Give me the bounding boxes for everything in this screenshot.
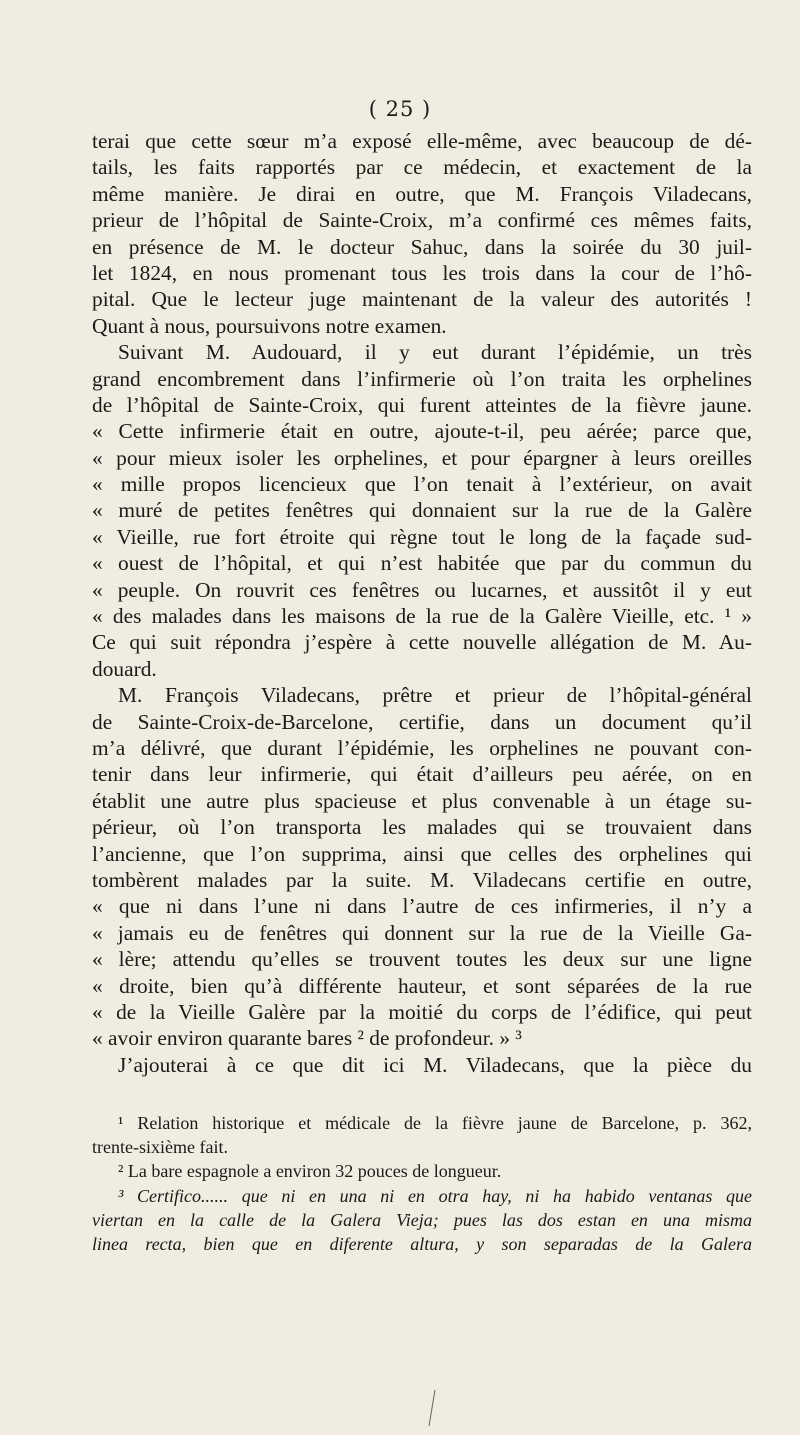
page-number: ( 25 ) xyxy=(368,97,432,121)
text-line: J’ajouterai à ce que dit ici M. Viladecans, que la pièce du xyxy=(118,1052,752,1077)
text-line: en présence de M. le docteur Sahuc, dans la soirée du 30 juil- xyxy=(92,234,752,259)
text-line: « des malades dans les maisons de la rue de la Galère Vieille, etc. ¹ » xyxy=(92,604,752,629)
text-line: grand encombrement dans l’infirmerie où l’on traita les orphelines xyxy=(92,366,752,391)
text-line: établit une autre plus spacieuse et plus convenable à un étage su- xyxy=(92,788,752,813)
text-line: « Vieille, rue fort étroite qui règne tout le long de la façade sud- xyxy=(92,524,752,549)
footnotes xyxy=(92,1111,752,1256)
text-line: « Cette infirmerie était en outre, ajoute-t-il, peu aérée; parce que, xyxy=(92,419,752,444)
body-text xyxy=(92,128,752,1078)
text-line: « muré de petites fenêtres qui donnaient sur la rue de la Galère xyxy=(92,498,752,523)
text-line: même manière. Je dirai en outre, que M. François Viladecans, xyxy=(92,181,752,206)
text-line: « avoir environ quarante bares ² de profondeur. » ³ xyxy=(92,1026,522,1051)
text-line: douard. xyxy=(92,656,157,681)
text-line: tenir dans leur infirmerie, qui était d’ailleurs peu aérée, on en xyxy=(92,762,752,787)
text-line: M. François Viladecans, prêtre et prieur de l’hôpital-général xyxy=(118,683,752,708)
text-line: « mille propos licencieux que l’on tenait à l’extérieur, on avait xyxy=(92,472,752,497)
text-line: « peuple. On rouvrit ces fenêtres ou lucarnes, et aussitôt il y eut xyxy=(92,577,752,602)
footnote-line: ¹ Relation historique et médicale de la fièvre jaune de Barcelone, p. 362, xyxy=(118,1113,752,1133)
text-line: périeur, où l’on transporta les malades qui se trouvaient dans xyxy=(92,815,752,840)
text-line: terai que cette sœur m’a exposé elle-même, avec beaucoup de dé- xyxy=(92,129,752,153)
text-line: « de la Vieille Galère par la moitié du corps de l’édifice, qui peut xyxy=(92,999,752,1024)
footnote-line: trente-sixième fait. xyxy=(92,1137,228,1158)
text-line: de l’hôpital de Sainte-Croix, qui furent atteintes de la fièvre jaune. xyxy=(92,392,752,417)
text-line: « que ni dans l’une ni dans l’autre de ces infirmeries, il n’y a xyxy=(92,894,752,919)
text-line: tombèrent malades par la suite. M. Viladecans certifie en outre, xyxy=(92,867,752,892)
text-line: pital. Que le lecteur juge maintenant de la valeur des autorités ! xyxy=(92,287,752,312)
text-line: Ce qui suit répondra j’espère à cette nouvelle allégation de M. Au- xyxy=(92,630,752,655)
text-line: prieur de l’hôpital de Sainte-Croix, m’a confirmé ces mêmes faits, xyxy=(92,208,752,233)
text-line: Suivant M. Audouard, il y eut durant l’épidémie, un très xyxy=(118,340,752,365)
text-line: l’ancienne, que l’on supprima, ainsi que celles des orphelines qui xyxy=(92,841,752,866)
footnote-line: ³ Certifico...... que ni en una ni en otra hay, ni ha habido ventanas que xyxy=(118,1185,752,1206)
footnote-line: ² La bare espagnole a environ 32 pouces de longueur. xyxy=(118,1161,502,1182)
text-line: let 1824, en nous promenant tous les trois dans la cour de l’hô- xyxy=(92,260,752,285)
text-line: « droite, bien qu’à différente hauteur, et sont séparées de la rue xyxy=(92,973,752,998)
text-line: « lère; attendu qu’elles se trouvent toutes les deux sur une ligne xyxy=(92,947,752,972)
footnote-line: linea recta, bien que en diferente altura, y son separadas de la Galera xyxy=(92,1233,752,1254)
text-line: de Sainte-Croix-de-Barcelone, certifie, dans un document qu’il xyxy=(92,709,752,734)
text-line: Quant à nous, poursuivons notre examen. xyxy=(92,313,447,338)
text-line: « jamais eu de fenêtres qui donnent sur la rue de la Vieille Ga- xyxy=(92,920,752,945)
ink-mark xyxy=(425,1388,439,1428)
text-line: « ouest de l’hôpital, et qui n’est habitée que par du commun du xyxy=(92,551,752,576)
text-line: « pour mieux isoler les orphelines, et pour épargner à leurs oreilles xyxy=(92,445,752,470)
text-line: tails, les faits rapportés par ce médecin, et exactement de la xyxy=(92,155,752,180)
text-line: m’a délivré, que durant l’épidémie, les orphelines ne pouvant con- xyxy=(92,735,752,760)
footnote-line: viertan en la calle de la Galera Vieja; pues las dos estan en una misma xyxy=(92,1209,752,1230)
